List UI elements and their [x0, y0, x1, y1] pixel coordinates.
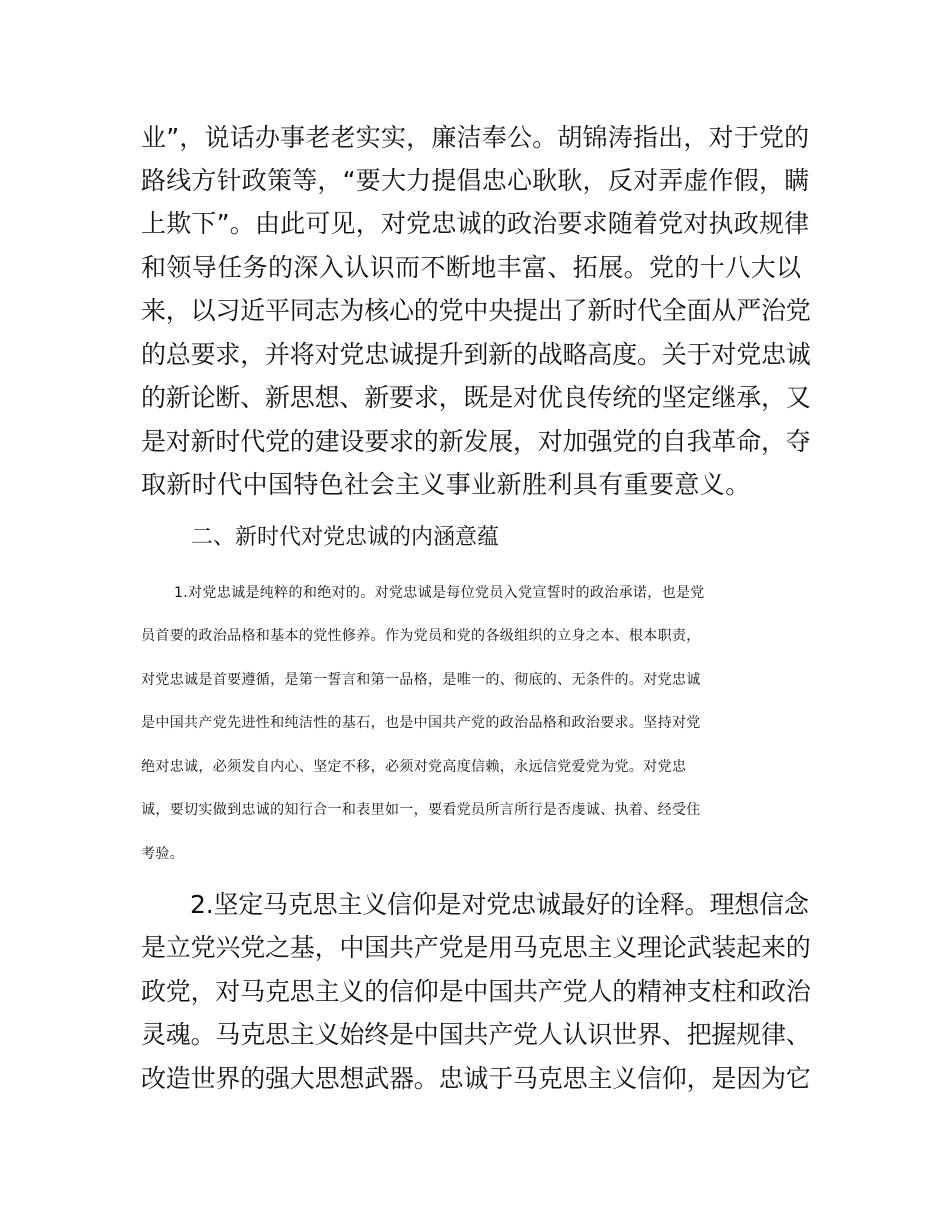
paragraph-2-line: 是中国共产党先进性和纯洁性的基石，也是中国共产党的政治品格和政治要求。坚持对党: [141, 715, 701, 731]
paragraph-1-line: 是对新时代党的建设要求的新发展，对加强党的自我革命，夺: [141, 427, 811, 456]
paragraph-1-line: 的新论断、新思想、新要求，既是对优良传统的坚定继承，又: [141, 383, 811, 412]
paragraph-1-line: 的总要求，并将对党忠诚提升到新的战略高度。关于对党忠诚: [141, 340, 811, 369]
paragraph-3-line: 改造世界的强大思想武器。忠诚于马克思主义信仰，是因为它: [141, 1064, 811, 1093]
paragraph-1-line: 取新时代中国特色社会主义事业新胜利具有重要意义。: [141, 470, 751, 499]
paragraph-3-line: 政党，对马克思主义的信仰是中国共产党人的精神支柱和政治: [141, 977, 811, 1006]
paragraph-3-line: 是立党兴党之基，中国共产党是用马克思主义理论武装起来的: [141, 933, 811, 962]
paragraph-1-line: 路线方针政策等，“要大力提倡忠心耿耿，反对弄虚作假，瞒: [141, 166, 810, 195]
paragraph-2-line: 绝对忠诚，必须发自内心、坚定不移，必须对党高度信赖，永远信党爱党为党。对党忠: [141, 759, 687, 775]
paragraph-2-line: 对党忠诚是首要遵循，是第一誓言和第一品格，是唯一的、彻底的、无条件的。对党忠诚: [141, 672, 701, 688]
paragraph-3-line: 灵魂。马克思主义始终是中国共产党人认识世界、把握规律、: [141, 1020, 811, 1049]
paragraph-2-line: 1.对党忠诚是纯粹的和绝对的。对党忠诚是每位党员入党宣誓时的政治承诺，也是党: [174, 585, 705, 601]
section-heading: 二、新时代对党忠诚的内涵意蕴: [191, 525, 500, 550]
paragraph-2-line: 员首要的政治品格和基本的党性修养。作为党员和党的各级组织的立身之本、根本职责，: [141, 628, 701, 644]
paragraph-3-line: 2.坚定马克思主义信仰是对党忠诚最好的诠释。理想信念: [190, 890, 809, 919]
paragraph-2-line: 考验。: [141, 846, 185, 862]
paragraph-1-line: 来，以习近平同志为核心的党中央提出了新时代全面从严治党: [141, 296, 811, 325]
paragraph-1-line: 业”，说话办事老老实实，廉洁奉公。胡锦涛指出，对于党的: [141, 123, 810, 152]
paragraph-2-line: 诚，要切实做到忠诚的知行合一和表里如一，要看党员所言所行是否虔诚、执着、经受住: [141, 802, 701, 818]
paragraph-1-line: 和领导任务的深入认识而不断地丰富、拓展。党的十八大以: [141, 253, 802, 282]
paragraph-1-line: 上欺下”。由此可见，对党忠诚的政治要求随着党对执政规律: [141, 209, 810, 238]
